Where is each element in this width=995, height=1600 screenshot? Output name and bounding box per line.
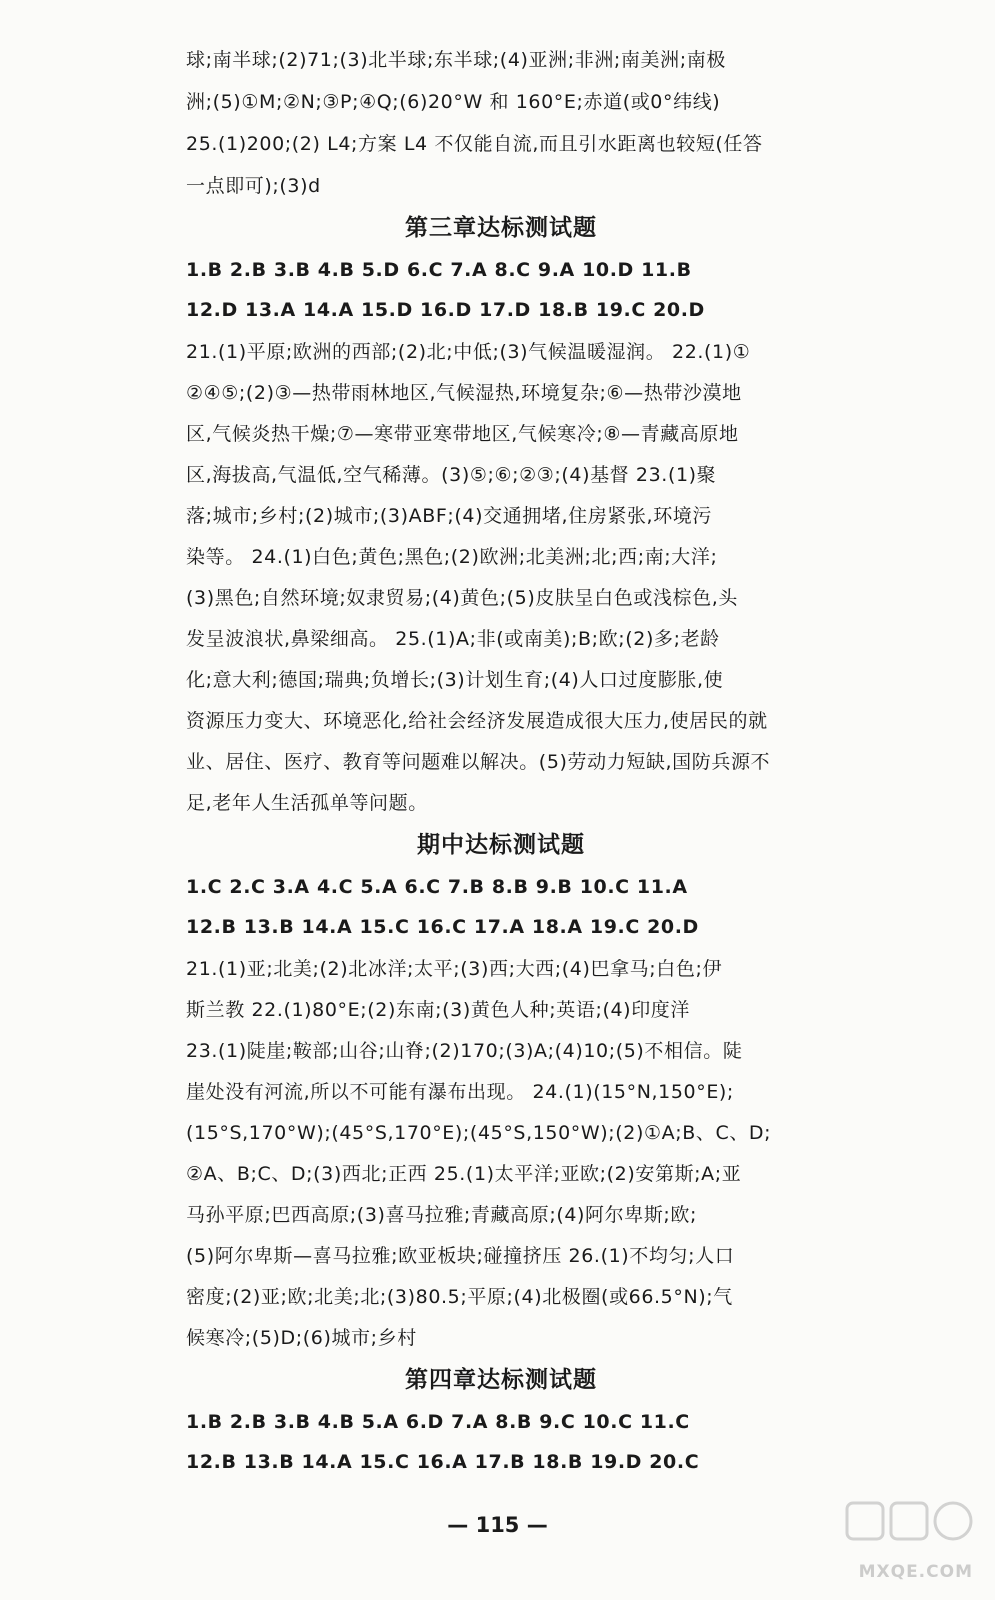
text-line: 区,海拔高,气温低,空气稀薄。(3)⑤;⑥;②③;(4)基督 23.(1)聚 — [186, 464, 717, 486]
watermark-text: MXQE.COM — [858, 1562, 973, 1582]
text-line: 球;南半球;(2)71;(3)北半球;东半球;(4)亚洲;非洲;南美洲;南极 — [186, 49, 726, 71]
text-line: 洲;(5)①M;②N;③P;④Q;(6)20°W 和 160°E;赤道(或0°纬线) — [186, 91, 721, 113]
text-line: ②A、B;C、D;(3)西北;正西 25.(1)太平洋;亚欧;(2)安第斯;A;亚 — [186, 1163, 742, 1185]
text-line: 发呈波浪状,鼻梁细高。 25.(1)A;非(或南美);B;欧;(2)多;老龄 — [186, 628, 720, 650]
watermark-logo — [843, 1497, 973, 1582]
text-line: 密度;(2)亚;欧;北美;北;(3)80.5;平原;(4)北极圈(或66.5°N);气 — [186, 1286, 733, 1308]
text-line: (5)阿尔卑斯—喜马拉雅;欧亚板块;碰撞挤压 26.(1)不均匀;人口 — [186, 1245, 735, 1267]
text-line: 21.(1)平原;欧洲的西部;(2)北;中低;(3)气候温暖湿润。 22.(1)① — [186, 341, 751, 363]
text-line: 21.(1)亚;北美;(2)北冰洋;太平;(3)西;大西;(4)巴拿马;白色;伊 — [186, 958, 723, 980]
text-line: ②④⑤;(2)③—热带雨林地区,气候湿热,环境复杂;⑥—热带沙漠地 — [186, 382, 742, 404]
text-line: (3)黑色;自然环境;奴隶贸易;(4)黄色;(5)皮肤呈白色或浅棕色,头 — [186, 587, 738, 609]
text-line: 23.(1)陡崖;鞍部;山谷;山脊;(2)170;(3)A;(4)10;(5)不相信。陡 — [186, 1040, 743, 1062]
page-number: — 115 — — [447, 1513, 548, 1537]
answer-line: 1.B 2.B 3.B 4.B 5.D 6.C 7.A 8.C 9.A 10.D 11.B — [186, 259, 692, 281]
text-line: 业、居住、医疗、教育等问题难以解决。(5)劳动力短缺,国防兵源不 — [186, 751, 771, 773]
section-title-midterm: 期中达标测试题 — [417, 831, 585, 858]
answer-line: 12.D 13.A 14.A 15.D 16.D 17.D 18.B 19.C 20.D — [186, 299, 705, 321]
text-line: 区,气候炎热干燥;⑦—寒带亚寒带地区,气候寒冷;⑧—青藏高原地 — [186, 423, 739, 445]
text-line: 斯兰教 22.(1)80°E;(2)东南;(3)黄色人种;英语;(4)印度洋 — [186, 999, 690, 1021]
text-line: 马孙平原;巴西高原;(3)喜马拉雅;青藏高原;(4)阿尔卑斯;欧; — [186, 1204, 698, 1226]
text-line: 染等。 24.(1)白色;黄色;黑色;(2)欧洲;北美洲;北;西;南;大洋; — [186, 546, 718, 568]
text-line: 25.(1)200;(2) L4;方案 L4 不仅能自流,而且引水距离也较短(任答 — [186, 133, 763, 155]
text-line: (15°S,170°W);(45°S,170°E);(45°S,150°W);(2)①A;B、C、D; — [186, 1122, 772, 1144]
watermark-icon — [843, 1497, 973, 1557]
answer-line: 1.C 2.C 3.A 4.C 5.A 6.C 7.B 8.B 9.B 10.C 11.A — [186, 876, 688, 898]
answer-line: 12.B 13.B 14.A 15.C 16.C 17.A 18.A 19.C 20.D — [186, 916, 699, 938]
text-line: 化;意大利;德国;瑞典;负增长;(3)计划生育;(4)人口过度膨胀,使 — [186, 669, 724, 691]
text-line: 崖处没有河流,所以不可能有瀑布出现。 24.(1)(15°N,150°E); — [186, 1081, 734, 1103]
section-title-ch3: 第三章达标测试题 — [405, 214, 597, 241]
answer-line: 12.B 13.B 14.A 15.C 16.A 17.B 18.B 19.D 20.C — [186, 1451, 700, 1473]
text-line: 候寒冷;(5)D;(6)城市;乡村 — [186, 1327, 417, 1349]
text-line: 一点即可);(3)d — [186, 175, 321, 197]
text-line: 资源压力变大、环境恶化,给社会经济发展造成很大压力,使居民的就 — [186, 710, 768, 732]
answer-line: 1.B 2.B 3.B 4.B 5.A 6.D 7.A 8.B 9.C 10.C 11.C — [186, 1411, 690, 1433]
text-line: 足,老年人生活孤单等问题。 — [186, 792, 428, 814]
text-line: 落;城市;乡村;(2)城市;(3)ABF;(4)交通拥堵,住房紧张,环境污 — [186, 505, 712, 527]
section-title-ch4: 第四章达标测试题 — [405, 1366, 597, 1393]
